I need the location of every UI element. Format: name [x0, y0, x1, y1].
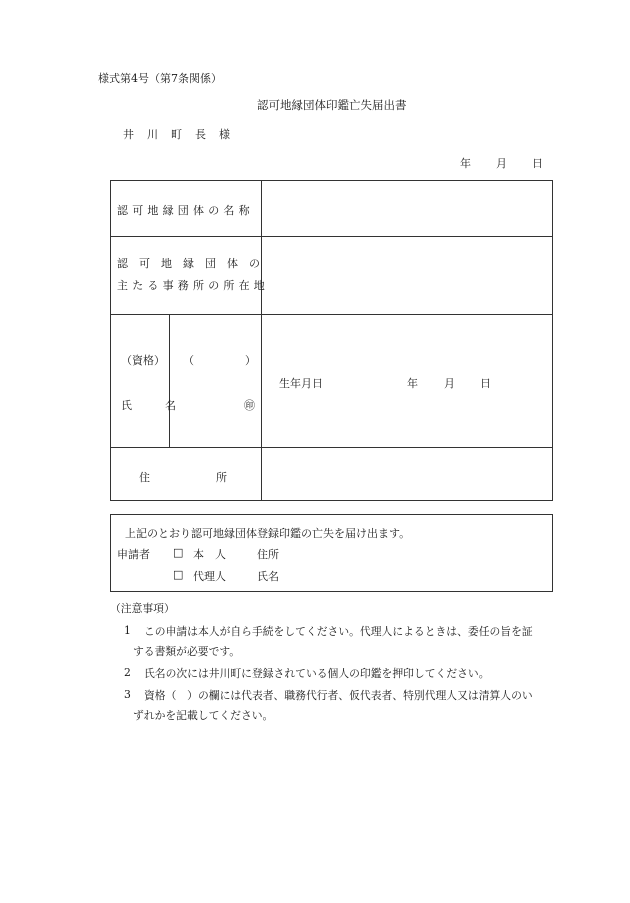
name-label: 氏 名 [121, 399, 176, 412]
qualification-paren-open: （ [183, 354, 194, 367]
address-field[interactable] [264, 450, 550, 498]
date-year-label: 年 [460, 157, 471, 170]
form-number: 様式第4号（第7条関係） [98, 72, 222, 85]
org-name-field[interactable] [264, 239, 550, 312]
birth-day-label: 日 [480, 377, 491, 390]
note-2-line1: 氏名の次には井川町に登録されている個人の印鑑を押印してください。 [144, 667, 490, 680]
declaration-box [110, 514, 553, 592]
checkbox-agent[interactable]: □ [173, 568, 184, 581]
info-table [110, 180, 553, 501]
date-day-label: 日 [532, 157, 543, 170]
document-title: 認可地縁団体印鑑亡失届出書 [257, 98, 407, 112]
declaration-statement: 上記のとおり認可地縁団体登録印鑑の亡失を届け出ます。 [125, 527, 411, 540]
row-divider [111, 236, 552, 237]
row-divider [111, 447, 552, 448]
label-column-divider [261, 181, 262, 500]
qualification-label: （資格） [121, 354, 165, 367]
note-2-number: 2 [124, 666, 131, 679]
date-month-label: 月 [496, 157, 507, 170]
note-1-line1: この申請は本人が自ら手続をしてください。代理人によるときは、委任の旨を証 [144, 625, 533, 638]
note-3-number: 3 [124, 688, 131, 701]
birth-year-label: 年 [407, 377, 418, 390]
applicant-label: 申請者 [117, 548, 150, 561]
note-3-line2: ずれかを記載してください。 [133, 709, 274, 722]
notes-heading: （注意事項） [110, 602, 175, 615]
qualification-paren-close: ） [245, 354, 256, 367]
address-field-label: 住所 [257, 548, 279, 561]
org-name-label: 認可地縁団体の名称 [117, 204, 254, 217]
note-1-number: 1 [124, 624, 131, 637]
name-field-label: 氏名 [257, 570, 279, 583]
option-agent-label: 代理人 [193, 570, 226, 583]
office-label-line2: 主たる事務所の所在地 [117, 279, 269, 292]
office-label-line1: 認 可 地 縁 団 体 の [117, 257, 260, 270]
birth-month-label: 月 [444, 377, 455, 390]
qualification-divider [169, 314, 170, 447]
birthdate-label: 生年月日 [279, 377, 323, 390]
note-1-line2: する書類が必要です。 [133, 645, 241, 658]
address-label: 住 所 [139, 471, 227, 484]
row-divider [111, 314, 552, 315]
option-self-label: 本 人 [193, 548, 226, 561]
addressee: 井 川 町 長 様 [123, 128, 231, 141]
checkbox-self[interactable]: □ [173, 546, 184, 559]
seal-mark: ㊞ [244, 399, 255, 412]
note-3-line1: 資格（ ）の欄には代表者、職務代行者、仮代表者、特別代理人又は清算人のい [144, 689, 533, 702]
qualification-field[interactable] [195, 347, 241, 367]
